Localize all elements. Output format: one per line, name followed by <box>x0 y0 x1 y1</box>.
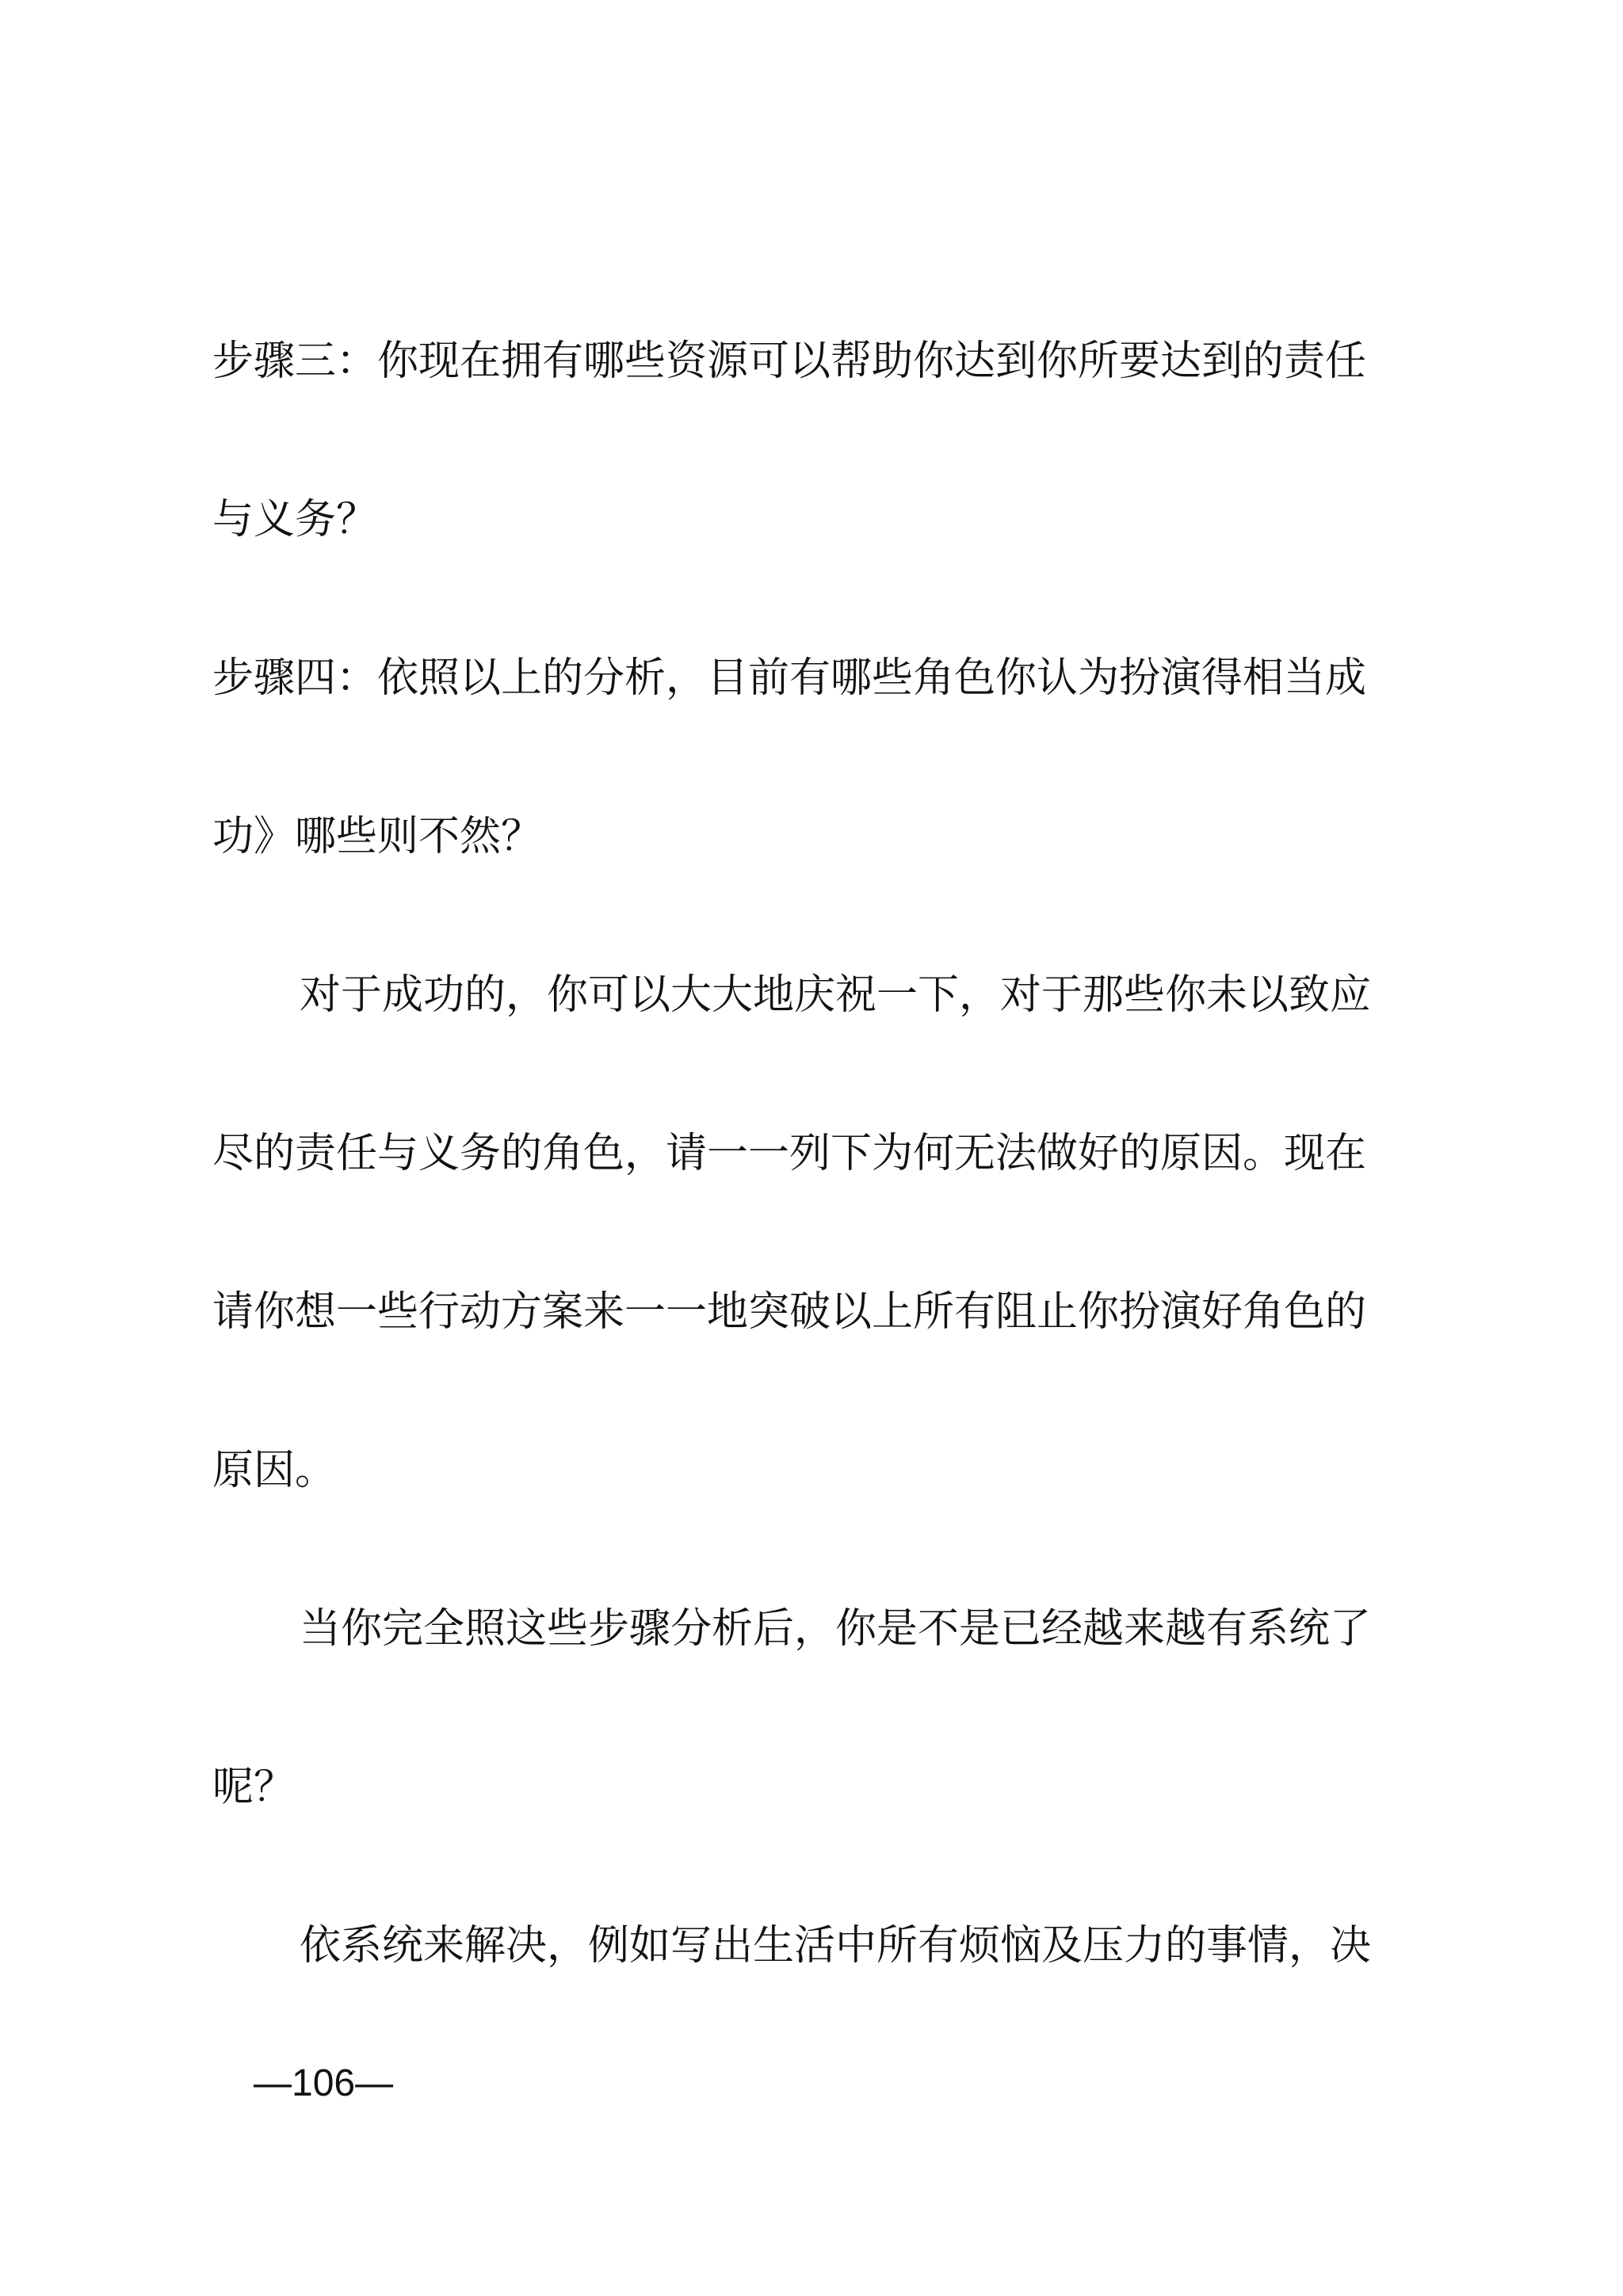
text-line-8: 原因。 <box>212 1447 337 1494</box>
page-number: —106— <box>254 2062 394 2104</box>
text-line-9: 当你完全照这些步骤分析后，你是不是已经越来越有系统了 <box>300 1605 1372 1653</box>
text-line-5: 对于成功的，你可以大大地庆祝一下，对于那些你未以致应 <box>300 971 1372 1019</box>
text-line-2: 与义务？ <box>212 496 378 543</box>
text-line-4: 功》哪些则不然？ <box>212 813 543 860</box>
text-line-7: 请你想一些行动方案来一一地突破以上所有阻止你扮演好角色的 <box>212 1288 1367 1336</box>
text-line-1: 步骤三：你现在拥有哪些资源可以帮助你达到你所要达到的责任 <box>212 338 1367 385</box>
text-line-11: 依系统来解决，例如写出生活中所有烦恼及压力的事情，决 <box>300 1922 1372 1970</box>
text-line-6: 尽的责任与义务的角色，请一一列下为何无法做好的原因。现在 <box>212 1130 1367 1177</box>
text-line-10: 呢？ <box>212 1764 296 1811</box>
text-line-3: 步骤四：依照以上的分析，目前有哪些角色你认为扮演得相当成 <box>212 654 1367 702</box>
